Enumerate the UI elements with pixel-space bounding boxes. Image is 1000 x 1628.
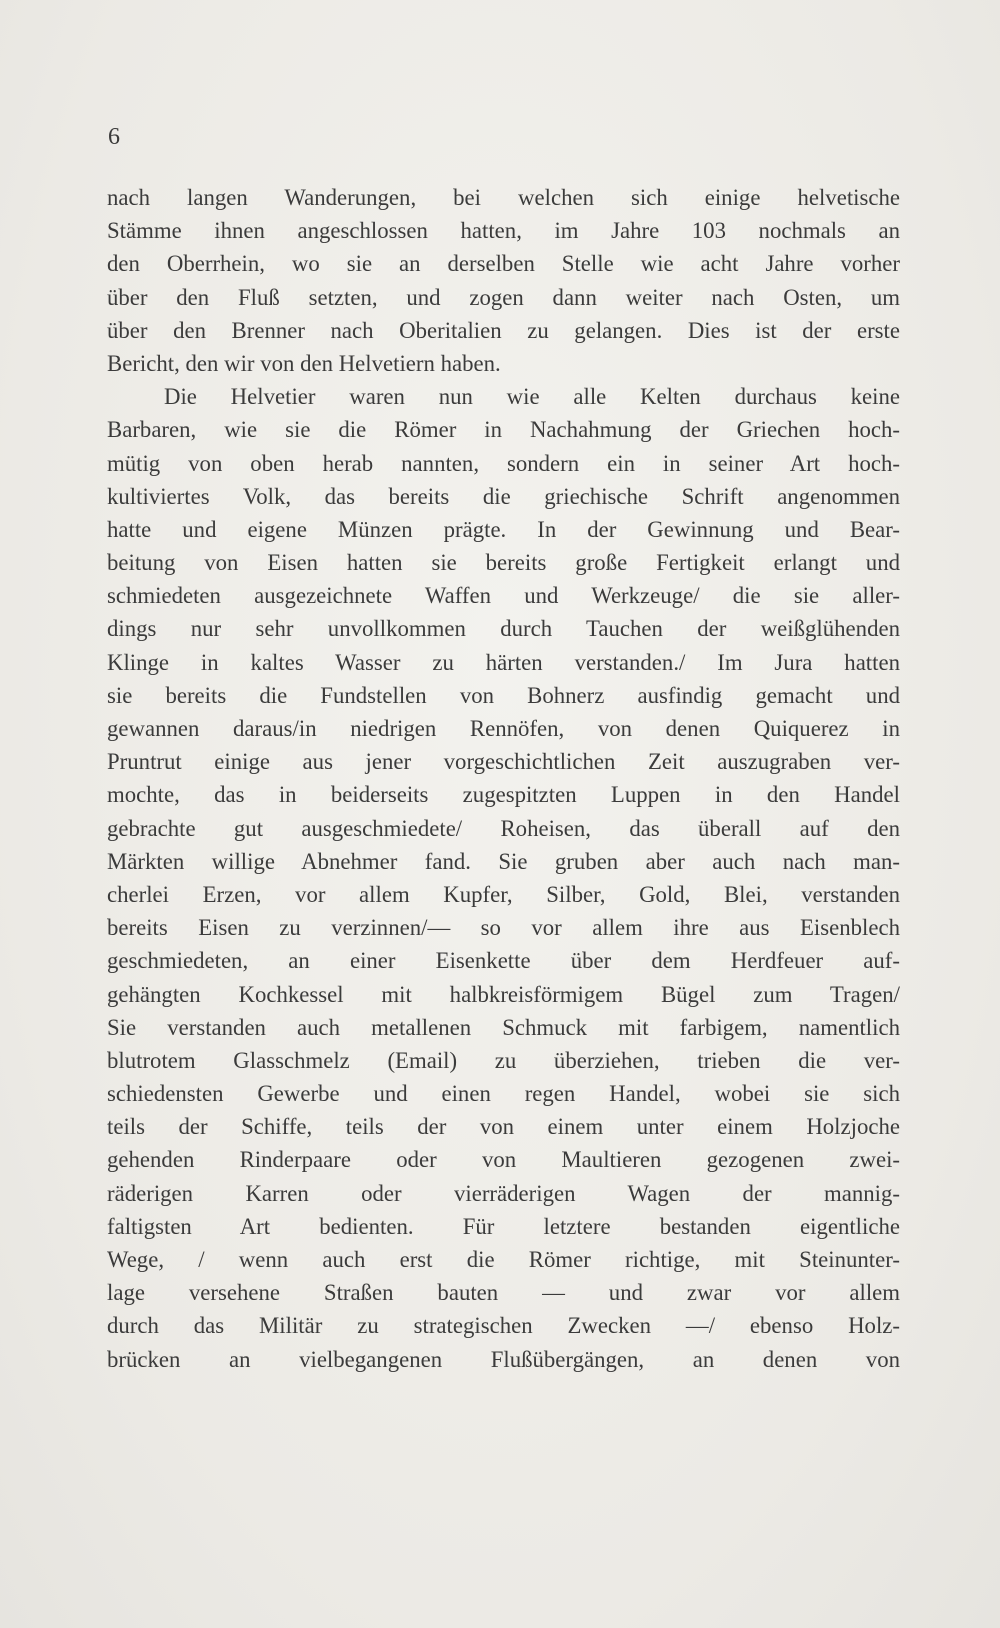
- body-text: [107, 181, 900, 1376]
- text-line: blutrotem Glasschmelz (Email) zu überziehen, trieben die ver-: [107, 1047, 900, 1073]
- text-line: den Oberrhein, wo sie an derselben Stelle wie acht Jahre vorher: [107, 251, 900, 277]
- text-line: beitung von Eisen hatten sie bereits große Fertigkeit erlangt und: [107, 550, 900, 576]
- text-line: brücken an vielbegangenen Flußübergängen, an denen von: [107, 1346, 900, 1372]
- text-line: geschmiedeten, an einer Eisenkette über dem Herdfeuer auf-: [107, 948, 900, 974]
- text-line: gebrachte gut ausgeschmiedete/ Roheisen, das überall auf den: [107, 815, 900, 841]
- text-line: bereits Eisen zu verzinnen/— so vor allem ihre aus Eisenblech: [107, 915, 900, 941]
- paragraph-start-line: Die Helvetier waren nun wie alle Kelten durchaus keine: [164, 384, 900, 410]
- text-line: über den Fluß setzten, und zogen dann weiter nach Osten, um: [107, 284, 900, 310]
- text-line: Stämme ihnen angeschlossen hatten, im Jahre 103 nochmals an: [107, 218, 900, 244]
- text-line: mütig von oben herab nannten, sondern ein in seiner Art hoch-: [107, 450, 900, 476]
- text-line: schmiedeten ausgezeichnete Waffen und Werkzeuge/ die sie aller-: [107, 583, 900, 609]
- text-line: faltigsten Art bedienten. Für letztere bestanden eigentliche: [107, 1213, 900, 1239]
- text-line: kultiviertes Volk, das bereits die griechische Schrift angenommen: [107, 483, 900, 509]
- text-line: über den Brenner nach Oberitalien zu gelangen. Dies ist der erste: [107, 317, 900, 343]
- page-number: 6: [108, 124, 120, 150]
- text-line: durch das Militär zu strategischen Zwecken —/ ebenso Holz-: [107, 1313, 900, 1339]
- text-line: lage versehene Straßen bauten — und zwar vor allem: [107, 1280, 900, 1306]
- text-line: gewannen daraus/in niedrigen Rennöfen, von denen Quiquerez in: [107, 716, 900, 741]
- text-line: schiedensten Gewerbe und einen regen Handel, wobei sie sich: [107, 1081, 900, 1107]
- text-line: Barbaren, wie sie die Römer in Nachahmung der Griechen hoch-: [107, 417, 900, 443]
- text-line: Sie verstanden auch metallenen Schmuck mit farbigem, namentlich: [107, 1014, 900, 1040]
- text-line: Pruntrut einige aus jener vorgeschichtlichen Zeit auszugraben ver-: [107, 749, 900, 775]
- text-line: teils der Schiffe, teils der von einem unter einem Holzjoche: [107, 1114, 900, 1140]
- text-line: nach langen Wanderungen, bei welchen sich einige helvetische: [107, 185, 900, 210]
- text-line: cherlei Erzen, vor allem Kupfer, Silber, Gold, Blei, verstanden: [107, 881, 900, 907]
- text-line: mochte, das in beiderseits zugespitzten Luppen in den Handel: [107, 782, 900, 808]
- text-line: Bericht, den wir von den Helvetiern haben.: [107, 350, 501, 376]
- text-line: Wege, / wenn auch erst die Römer richtige, mit Steinunter-: [107, 1247, 900, 1272]
- text-line: gehenden Rinderpaare oder von Maultieren gezogenen zwei-: [107, 1147, 900, 1173]
- text-line: sie bereits die Fundstellen von Bohnerz ausfindig gemacht und: [107, 682, 900, 708]
- text-line: hatte und eigene Münzen prägte. In der Gewinnung und Bear-: [107, 516, 900, 542]
- text-line: Märkten willige Abnehmer fand. Sie gruben aber auch nach man-: [107, 848, 900, 874]
- text-line: Klinge in kaltes Wasser zu härten verstanden./ Im Jura hatten: [107, 649, 900, 675]
- text-line: gehängten Kochkessel mit halbkreisförmigem Bügel zum Tragen/: [107, 981, 900, 1007]
- text-line: räderigen Karren oder vierräderigen Wagen der mannig-: [107, 1180, 900, 1206]
- text-line: dings nur sehr unvollkommen durch Tauchen der weißglühenden: [107, 616, 900, 642]
